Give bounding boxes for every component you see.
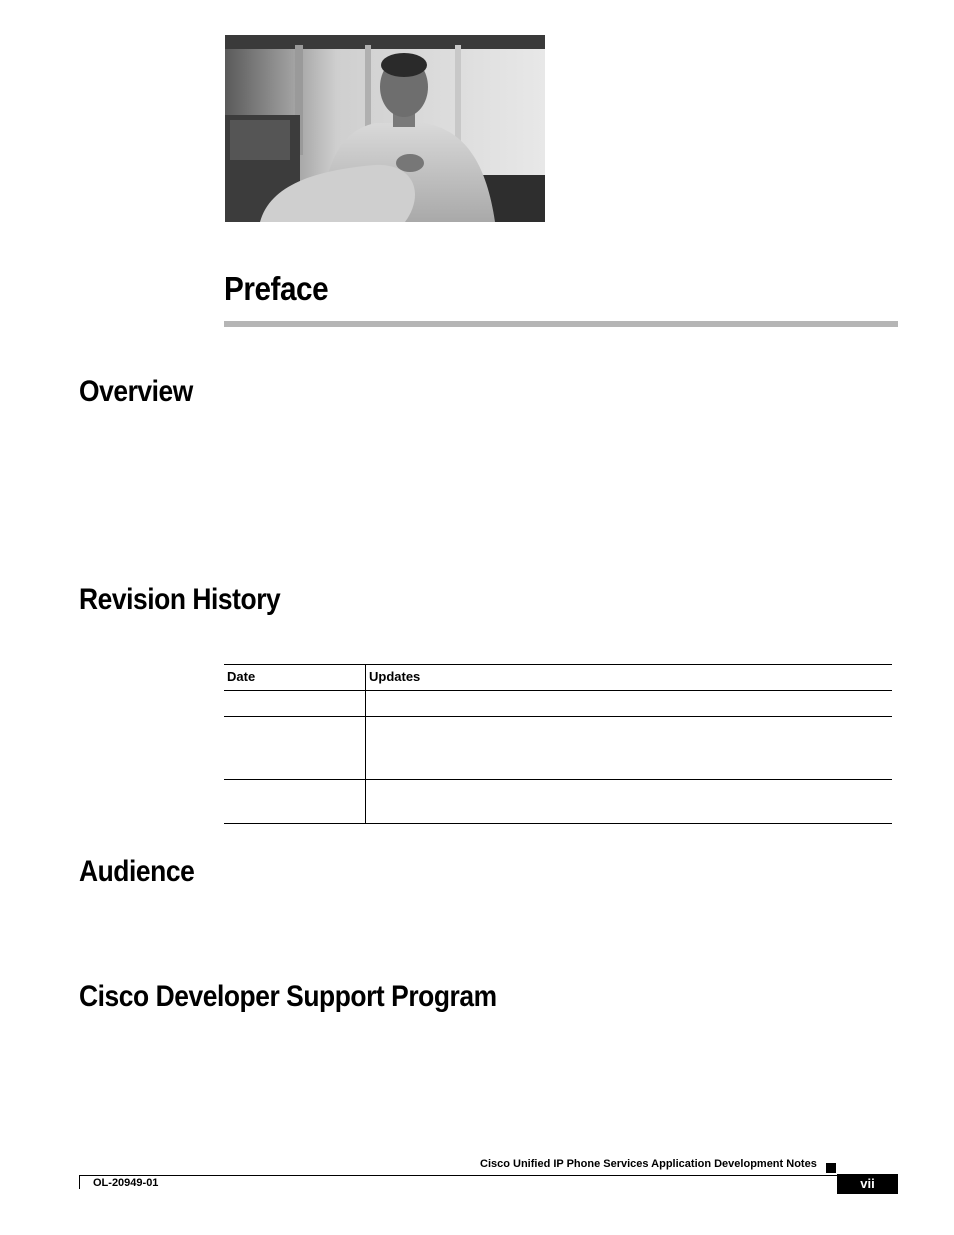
section-heading-revision-history: Revision History <box>79 583 281 616</box>
page-title: Preface <box>224 270 329 307</box>
table-row <box>224 717 892 780</box>
footer-book-title: Cisco Unified IP Phone Services Application Development Notes <box>480 1158 817 1170</box>
table-cell <box>366 717 893 780</box>
title-rule <box>224 321 898 327</box>
table-cell <box>366 780 893 824</box>
table-row <box>224 780 892 824</box>
table-row <box>224 691 892 717</box>
table-header-row <box>224 665 892 691</box>
page-number: vii <box>837 1174 898 1194</box>
revision-history-table <box>224 664 892 824</box>
footer-rule <box>79 1175 837 1176</box>
section-heading-overview: Overview <box>79 375 193 408</box>
table-cell <box>224 780 366 824</box>
footer-doc-number: OL-20949-01 <box>93 1177 159 1189</box>
footer-tick <box>79 1175 80 1189</box>
column-header-date: Date <box>224 665 366 691</box>
table-cell <box>224 717 366 780</box>
column-header-updates: Updates <box>366 665 893 691</box>
section-heading-audience: Audience <box>79 855 195 888</box>
header-photo <box>225 35 545 222</box>
section-heading-developer-support: Cisco Developer Support Program <box>79 980 497 1013</box>
table-cell <box>366 691 893 717</box>
footer-marker <box>826 1163 836 1173</box>
table-cell <box>224 691 366 717</box>
